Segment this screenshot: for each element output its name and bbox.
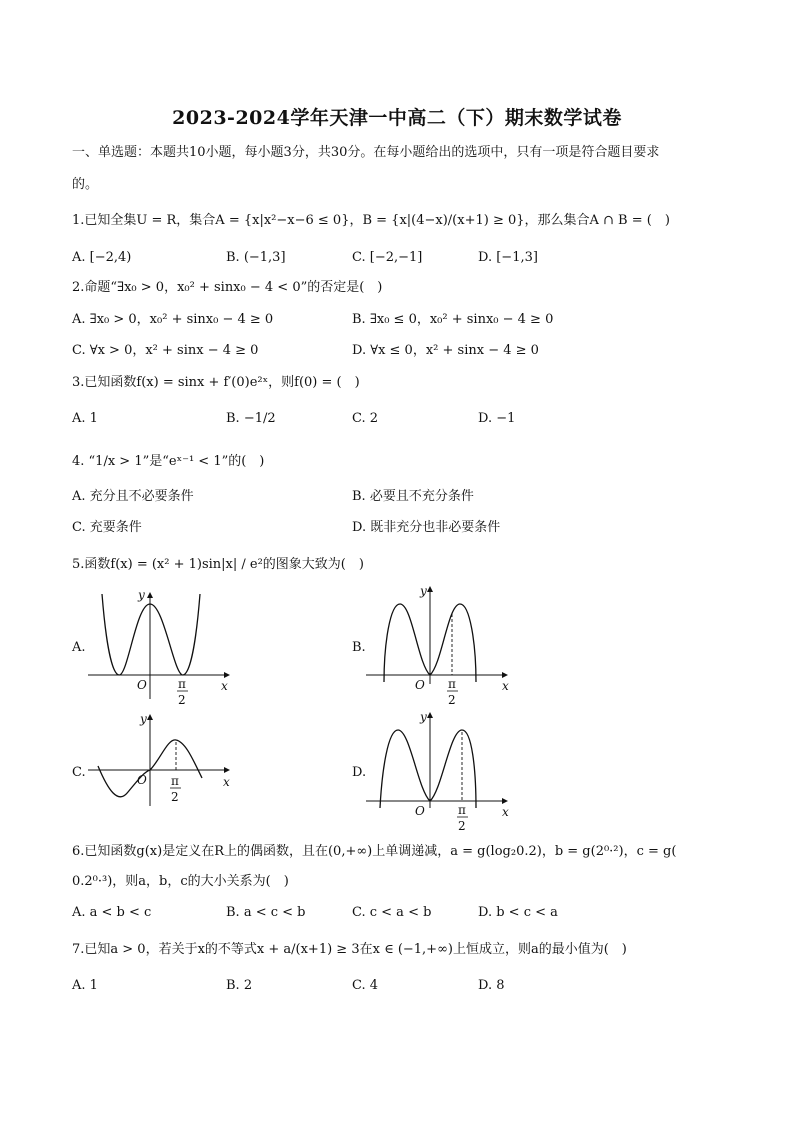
q7-option-c: C. 4 [352,978,379,993]
svg-text:2: 2 [171,790,179,804]
svg-text:π: π [171,774,179,788]
question-6-stem-line2: 0.2⁰·³)，则a，b，c的大小关系为( ) [72,874,289,889]
q3-option-c: C. 2 [352,411,379,426]
svg-text:π: π [448,677,456,691]
svg-text:π: π [458,803,466,817]
q4-option-c: C. 充要条件 [72,520,142,535]
section-heading-line1: 一、单选题：本题共10小题，每小题3分，共30分。在每小题给出的选项中，只有一项是符合题目要求 [72,145,660,160]
q5-option-d-label: D. [352,765,367,780]
q5-graph-b [366,584,516,709]
q3-option-b: B. −1/2 [226,411,276,426]
svg-text:π: π [178,677,186,691]
svg-text:O: O [137,773,147,787]
q2-option-c: C. ∀x > 0，x² + sinx − 4 ≥ 0 [72,343,259,358]
svg-text:O: O [137,678,147,692]
q7-option-a: A. 1 [72,978,98,993]
svg-text:O: O [415,804,425,818]
q5-graph-a [88,584,238,709]
q3-option-a: A. 1 [72,411,98,426]
q6-option-b: B. a < c < b [226,905,306,920]
q2-option-d: D. ∀x ≤ 0，x² + sinx − 4 ≥ 0 [352,343,539,358]
q3-option-d: D. −1 [478,411,516,426]
q2-option-a: A. ∃x₀ > 0，x₀² + sinx₀ − 4 ≥ 0 [72,312,274,327]
svg-text:x: x [221,679,228,693]
svg-text:2: 2 [178,693,186,707]
svg-text:y: y [420,710,427,724]
q6-option-d: D. b < c < a [478,905,558,920]
svg-text:x: x [502,679,509,693]
q6-option-a: A. a < b < c [72,905,152,920]
svg-text:x: x [502,805,509,819]
q4-option-d: D. 既非充分也非必要条件 [352,520,501,535]
page-title: 2023-2024学年天津一中高二（下）期末数学试卷 [172,107,622,129]
svg-text:y: y [138,588,145,602]
q5-option-b-label: B. [352,640,366,655]
q1-option-b: B. (−1,3] [226,250,286,265]
q5-option-c-label: C. [72,765,86,780]
svg-text:2: 2 [448,693,456,707]
svg-text:2: 2 [458,819,466,833]
question-7-stem: 7.已知a > 0，若关于x的不等式x + a/(x+1) ≥ 3在x ∈ (−1,+∞)上恒成立，则a的最小值为( ) [72,942,627,957]
q7-option-b: B. 2 [226,978,253,993]
question-2-stem: 2.命题“∃x₀ > 0，x₀² + sinx₀ − 4 < 0”的否定是( ) [72,280,383,295]
svg-text:O: O [415,678,425,692]
q1-option-a: A. [−2,4) [72,250,132,265]
question-5-stem: 5.函数f(x) = (x² + 1)sin|x| / e²的图象大致为( ) [72,557,364,572]
q5-graph-d [366,710,516,835]
q1-option-c: C. [−2,−1] [352,250,423,265]
svg-text:y: y [140,712,147,726]
q7-option-d: D. 8 [478,978,505,993]
q4-option-b: B. 必要且不充分条件 [352,489,474,504]
section-heading-line2: 的。 [72,177,99,192]
q5-graph-c [88,710,238,810]
question-4-stem: 4. “1/x > 1”是“eˣ⁻¹ < 1”的( ) [72,454,265,469]
q4-option-a: A. 充分且不必要条件 [72,489,194,504]
question-6-stem-line1: 6.已知函数g(x)是定义在R上的偶函数，且在(0,+∞)上单调递减，a = g(log₂0.2)，b = g(2⁰·²)，c = g( [72,844,677,859]
q5-option-a-label: A. [72,640,86,655]
q2-option-b: B. ∃x₀ ≤ 0，x₀² + sinx₀ − 4 ≥ 0 [352,312,554,327]
q6-option-c: C. c < a < b [352,905,432,920]
svg-text:y: y [420,584,427,598]
q1-option-d: D. [−1,3] [478,250,538,265]
question-1-stem: 1.已知全集U = R，集合A = {x|x²−x−6 ≤ 0}，B = {x|(4−x)/(x+1) ≥ 0}，那么集合A ∩ B = ( ) [72,213,670,228]
question-3-stem: 3.已知函数f(x) = sinx + f′(0)e²ˣ，则f(0) = ( ) [72,375,360,390]
svg-text:x: x [223,775,230,789]
